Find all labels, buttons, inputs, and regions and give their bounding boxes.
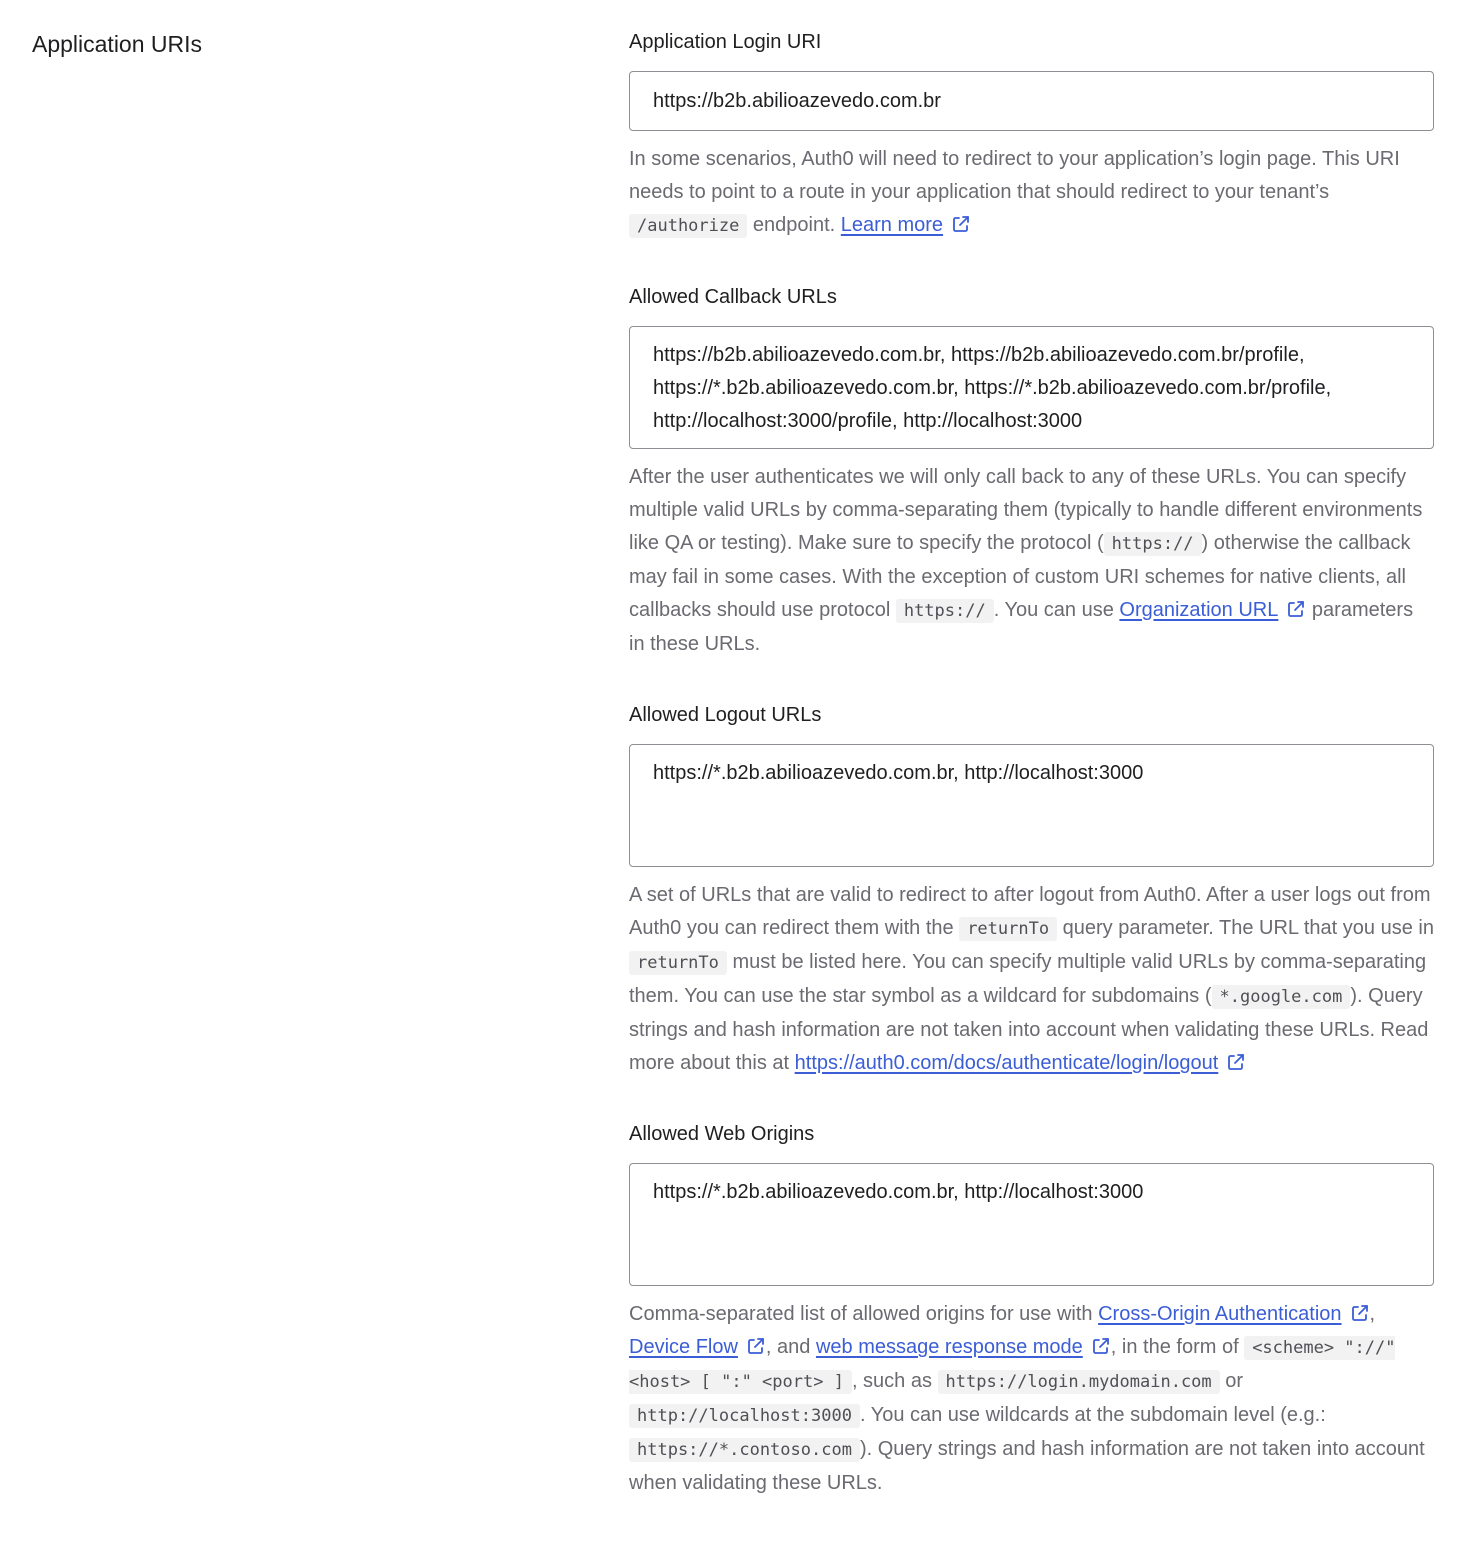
web-message-response-mode-link[interactable]: web message response mode — [815, 1336, 1083, 1358]
code-snippet: <scheme> "://" <host> [ ":" <port> ] — [629, 1338, 1396, 1392]
callback-urls-textarea[interactable] — [629, 326, 1434, 449]
help-text: ). Query strings and hash information are not taken into account when validating these URLs. Read more about this at — [629, 985, 1429, 1074]
learn-more-link[interactable]: Learn more — [840, 214, 944, 236]
help-text: ). Query strings and hash information are not taken into account when validating these URLs. — [629, 1438, 1425, 1494]
logout-urls-field — [629, 701, 1434, 1080]
application-uris-form — [629, 28, 1434, 1500]
web-origins-textarea[interactable] — [629, 1163, 1434, 1286]
login-uri-input[interactable] — [629, 71, 1434, 131]
callback-urls-field — [629, 283, 1434, 661]
code-snippet: https:// — [896, 599, 994, 623]
external-link-icon[interactable] — [1350, 1303, 1370, 1323]
logout-urls-help — [629, 879, 1434, 1080]
code-snippet: https:// — [1104, 532, 1202, 556]
help-text: . You can use — [993, 599, 1120, 621]
help-text: query parameter. The URL that you use in — [1057, 917, 1434, 939]
code-snippet: returnTo — [959, 917, 1057, 941]
code-snippet: https://login.mydomain.com — [938, 1370, 1220, 1394]
login-uri-help — [629, 143, 1434, 243]
code-snippet: *.google.com — [1212, 985, 1351, 1009]
help-text: A set of URLs that are valid to redirect to after logout from Auth0. After a user logs out from Auth0 you can redirect them with the — [629, 884, 1431, 939]
login-uri-field — [629, 28, 1434, 243]
help-text: parameters in these URLs. — [629, 599, 1414, 655]
code-snippet: https://*.contoso.com — [629, 1438, 860, 1462]
help-text: ) otherwise the callback may fail in some cases. With the exception of custom URI schemes for native clients, all callbacks should use protocol — [629, 532, 1411, 621]
help-text: , — [1369, 1303, 1376, 1325]
help-text: Comma-separated list of allowed origins for use with — [629, 1303, 1099, 1325]
callback-urls-help — [629, 461, 1434, 661]
external-link-icon[interactable] — [746, 1336, 766, 1356]
help-text: In some scenarios, Auth0 will need to redirect to your application’s login page. This URI needs to point to a route in your application that should redirect to your tenant’s — [629, 148, 1400, 203]
help-text: must be listed here. You can specify multiple valid URLs by comma-separating them. You can use the star symbol as a wildcard for subdomains ( — [629, 951, 1427, 1007]
help-text: , in the form of — [1110, 1336, 1245, 1358]
callback-urls-label: Allowed Callback URLs — [629, 286, 837, 308]
logout-urls-textarea[interactable] — [629, 744, 1434, 867]
help-text: , and — [765, 1336, 816, 1358]
help-text: After the user authenticates we will only call back to any of these URLs. You can specify multiple valid URLs by comma-separating them (typically to handle different environments like QA or testing). Make sure to specify the protocol ( — [629, 466, 1423, 554]
help-text: . You can use wildcards at the subdomain level (e.g.: — [859, 1404, 1326, 1426]
organization-url-link[interactable]: Organization URL — [1119, 599, 1279, 621]
section-title: Application URIs — [32, 31, 203, 57]
logout-docs-link[interactable]: https://auth0.com/docs/authenticate/login/logout — [794, 1052, 1219, 1074]
external-link-icon[interactable] — [1226, 1052, 1246, 1072]
web-origins-help — [629, 1298, 1434, 1500]
device-flow-link[interactable]: Device Flow — [629, 1336, 738, 1358]
help-text: endpoint. — [747, 214, 841, 236]
help-text: , such as — [851, 1370, 938, 1392]
web-origins-field — [629, 1120, 1434, 1500]
login-uri-label: Application Login URI — [629, 31, 822, 53]
help-text: or — [1219, 1370, 1243, 1392]
cross-origin-auth-link[interactable]: Cross-Origin Authentication — [1098, 1303, 1342, 1325]
code-snippet: returnTo — [629, 951, 727, 975]
external-link-icon[interactable] — [951, 214, 971, 234]
external-link-icon[interactable] — [1091, 1336, 1111, 1356]
web-origins-label: Allowed Web Origins — [629, 1123, 815, 1145]
code-snippet: /authorize — [629, 214, 747, 238]
code-snippet: http://localhost:3000 — [629, 1404, 860, 1428]
logout-urls-label: Allowed Logout URLs — [629, 704, 822, 726]
external-link-icon[interactable] — [1286, 599, 1306, 619]
